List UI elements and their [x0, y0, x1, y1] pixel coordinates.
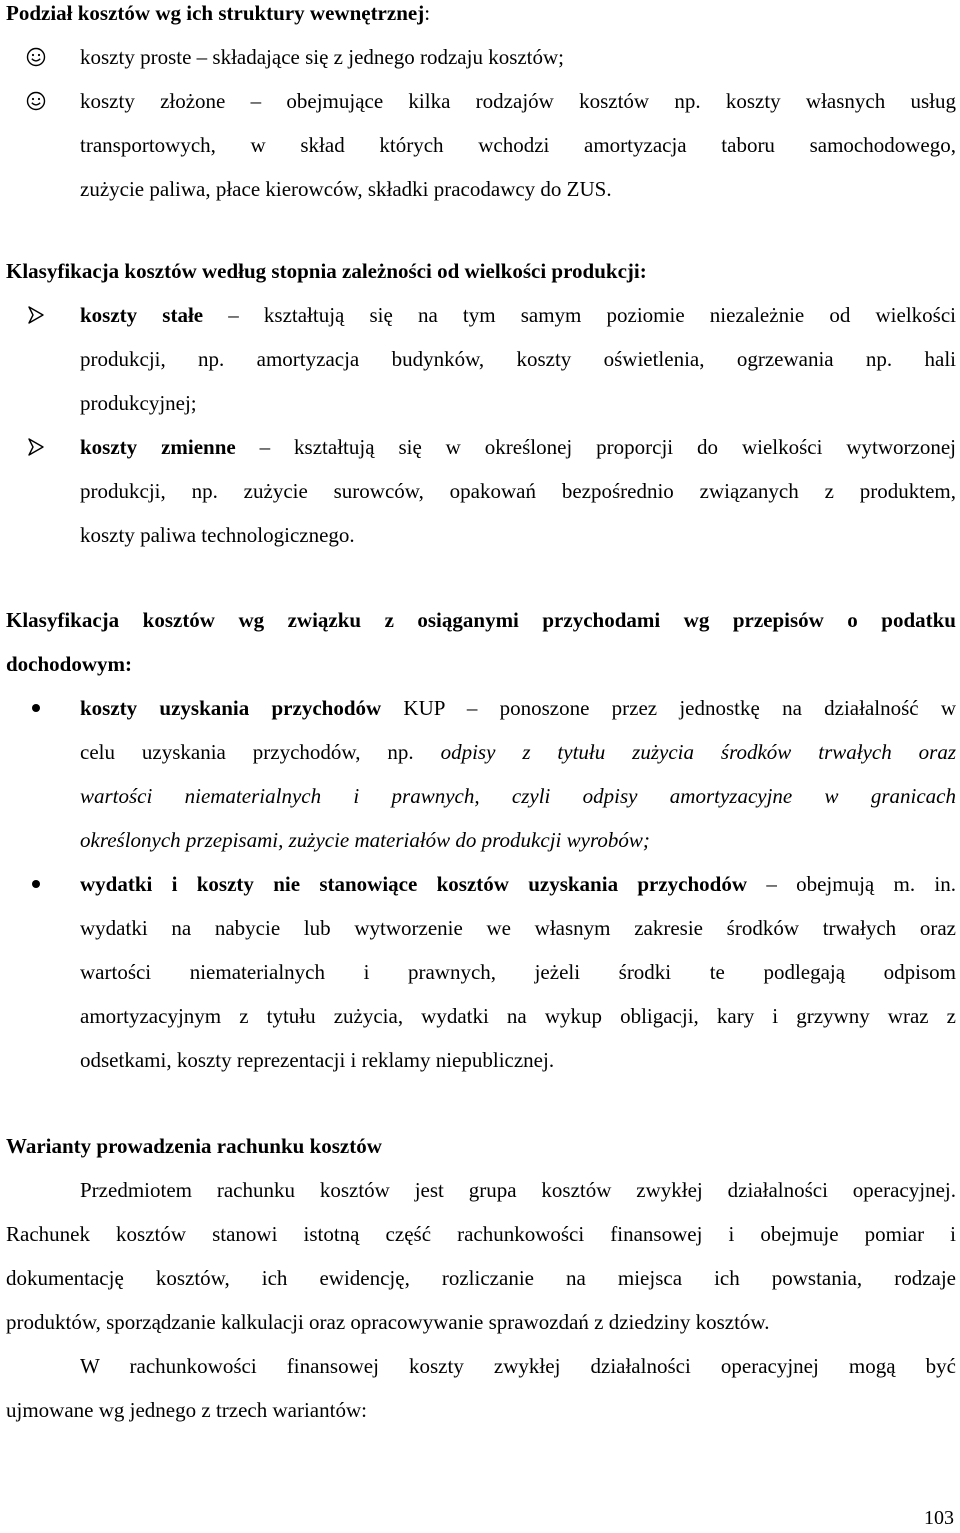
smiley-bullet-icon [6, 79, 66, 123]
section-heading: Warianty prowadzenia rachunku kosztów [6, 1134, 382, 1158]
item-text: koszty złożone – obejmujące kilka rodzajów kosztów np. koszty własnych usług [80, 89, 956, 113]
paragraph-line: produktów, sporządzanie kalkulacji oraz opracowywanie sprawozdań z dziedziny kosztów. [6, 1310, 770, 1334]
list-item [6, 293, 956, 425]
item-text [80, 730, 956, 774]
item-text: wartości niematerialnych i prawnych, jeżeli środki te podlegają odpisom [80, 960, 956, 984]
term: koszty uzyskania przychodów [80, 696, 382, 720]
heading-colon: : [424, 1, 431, 25]
item-text: koszty paliwa technologicznego. [80, 523, 355, 547]
item-text: amortyzacyjnym z tytułu zużycia, wydatki na wykup obligacji, kary i grzywny wraz z [80, 1004, 956, 1028]
paragraph-line: dokumentację kosztów, ich ewidencję, rozliczanie na miejsca ich powstania, rodzaje [6, 1266, 956, 1290]
item-text: transportowych, w skład których wchodzi amortyzacja taboru samochodowego, [80, 133, 956, 157]
item-text [80, 425, 956, 469]
section-structure [6, 0, 956, 211]
definition: KUP – ponoszone przez jednostkę na działalność w [381, 696, 956, 720]
section-production [6, 249, 956, 557]
item-text: produkcji, np. zużycie surowców, opakowań bezpośrednio związanych z produktem, [80, 479, 956, 503]
term: koszty zmienne [80, 435, 236, 459]
heading-text: Podział kosztów wg ich struktury wewnętrznej [6, 1, 425, 25]
section-heading: Klasyfikacja kosztów według stopnia zależności od wielkości produkcji: [6, 259, 647, 283]
list-item [6, 862, 956, 1082]
item-text: koszty proste – składające się z jednego rodzaju kosztów; [80, 45, 565, 69]
smiley-bullet-icon [6, 35, 66, 79]
list-item [6, 425, 956, 557]
arrow-bullet-icon [6, 425, 66, 469]
item-text: odsetkami, koszty reprezentacji i reklamy niepublicznej. [80, 1048, 555, 1072]
paragraph-line: Przedmiotem rachunku kosztów jest grupa kosztów zwykłej działalności operacyjnej. [80, 1178, 956, 1202]
item-text [80, 293, 956, 337]
paragraph-line: W rachunkowości finansowej koszty zwykłej działalności operacyjnej mogą być [80, 1354, 956, 1378]
item-text [80, 686, 956, 730]
example: odpisy z tytułu zużycia środków trwałych oraz [440, 740, 956, 764]
item-text: produkcyjnej; [80, 391, 197, 415]
page-number: 103 [924, 1507, 954, 1529]
section-heading: dochodowym: [6, 652, 133, 676]
item-text: określonych przepisami, zużycie materiałów do produkcji wyrobów; [80, 828, 650, 852]
term: wydatki i koszty nie stanowiące kosztów uzyskania przychodów [80, 872, 748, 896]
definition: – obejmują m. in. [747, 872, 956, 896]
section-tax [6, 598, 956, 1082]
section-heading: Klasyfikacja kosztów wg związku z osiąganymi przychodami wg przepisów o podatku [6, 608, 956, 632]
dot-bullet-icon [6, 686, 66, 730]
item-text: produkcji, np. amortyzacja budynków, koszty oświetlenia, ogrzewania np. hali [80, 347, 956, 371]
list-item [6, 79, 956, 211]
item-text [80, 862, 956, 906]
list-item [6, 35, 956, 79]
section-variants [6, 1124, 956, 1432]
item-text: zużycie paliwa, płace kierowców, składki pracodawcy do ZUS. [80, 177, 612, 201]
paragraph-line: ujmowane wg jednego z trzech wariantów: [6, 1398, 367, 1422]
dot-bullet-icon [6, 862, 66, 906]
item-text: wartości niematerialnych i prawnych, czyli odpisy amortyzacyjne w granicach [80, 784, 956, 808]
list-item [6, 686, 956, 862]
paragraph-line: Rachunek kosztów stanowi istotną część rachunkowości finansowej i obejmuje pomiar i [6, 1222, 956, 1246]
definition: – kształtują się na tym samym poziomie niezależnie od wielkości [203, 303, 956, 327]
item-text: wydatki na nabycie lub wytworzenie we własnym zakresie środków trwałych oraz [80, 916, 956, 940]
definition: – kształtują się w określonej proporcji do wielkości wytworzonej [235, 435, 956, 459]
arrow-bullet-icon [6, 293, 66, 337]
definition: celu uzyskania przychodów, np. [80, 740, 441, 764]
term: koszty stałe [80, 303, 204, 327]
section-heading [6, 0, 956, 35]
